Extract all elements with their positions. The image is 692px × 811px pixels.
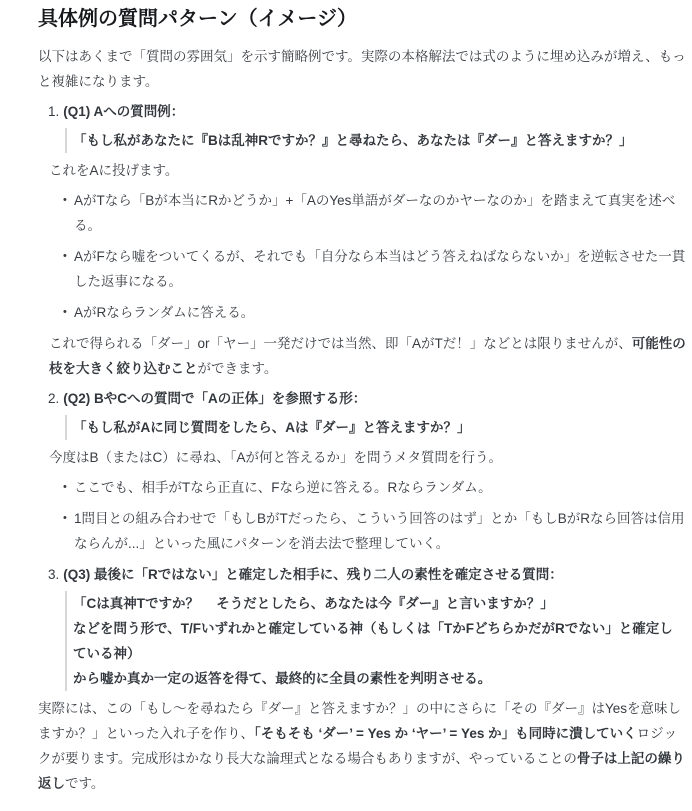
q1-bullet-2: AがFなら嘘をついてくるが、それでも「自分なら本当はどう答えねばならないか」を逆転させた一貫した返事になる。 — [74, 249, 686, 289]
q1-heading-line — [48, 99, 686, 124]
q1-result-paragraph — [49, 331, 686, 381]
q2-heading-line — [48, 386, 686, 411]
outro-mid: ロジックが要ります。完成形はかなり長大な論理式となる場合もありますが、やっていることの — [38, 726, 678, 766]
q3-quote — [65, 591, 686, 691]
q1-bullet-1: AがTなら「Bが本当にRかどうか」+「AのYes単語がダーなのかヤーなのか」を踏まえて真実を述べる。 — [74, 193, 676, 233]
list-marker-1: 1. — [48, 104, 60, 119]
bullet-icon: • — [63, 194, 67, 206]
q2-bullet-2: 1問目との組み合わせで「もしBがTだったら、こういう回答のはず」とか「もしBがRなら回答は信用ならんが...」といった風にパターンを消去法で整理していく。 — [74, 511, 685, 551]
q2-quote-text: 「もし私がAに同じ質問をしたら、Aは『ダー』と答えますか？」 — [73, 420, 471, 435]
bullet-icon: • — [63, 481, 67, 493]
page-title: 具体例の質問パターン（イメージ） — [38, 8, 357, 30]
intro-paragraph: 以下はあくまで「質問の雰囲気」を示す簡略例です。実際の本格解法では式のように埋め込みが増え、もっと複雑になります。 — [38, 49, 686, 89]
section-q1 — [38, 99, 686, 381]
q2-heading: (Q2) BやCへの質問で「Aの正体」を参照する形： — [63, 391, 367, 406]
q3-quote-line-2: などを問う形で、T/Fいずれかと確定している神（もしくは「TかFどちらかだがRでない」と確定している神） — [73, 621, 673, 661]
outro-pre: 実際には、この「もし～を尋ねたら『ダー』と答えますか？」の中にさらに「その『ダー』はYesを意味しますか？」といった入れ子を作り、 — [38, 701, 682, 741]
q3-quote-line-1: 「Cは真神Tですか？ そうだとしたら、あなたは今『ダー』と言いますか？」 — [73, 596, 554, 611]
q3-heading: (Q3) 最後に「Rではない」と確定した相手に、残り二人の素性を確定させる質問： — [63, 567, 563, 582]
q1-result-bold: 可能性の枝を大きく絞り込むこと — [49, 336, 686, 376]
list-item — [63, 188, 686, 238]
bullet-icon: • — [63, 512, 67, 524]
section-q3 — [38, 562, 686, 691]
outro-bold-logic: 「そもそも ‘ダー’ = Yes か ‘ヤー’ = Yes か」も同時に潰していく — [254, 726, 637, 741]
bullet-icon: • — [63, 306, 67, 318]
outro-bold-core: 骨子は上記の繰り返し — [38, 751, 685, 791]
q1-quote — [65, 128, 686, 153]
q2-bullet-1: ここでも、相手がTなら正直に、Fなら逆に答える。Rならランダム。 — [74, 480, 492, 495]
q1-heading: (Q1) Aへの質問例： — [63, 104, 185, 119]
list-item — [63, 300, 686, 325]
q2-meta-paragraph: 今度はB（またはC）に尋ね、「Aが何と答えるか」を問うメタ質問を行う。 — [49, 450, 503, 465]
q1-result-pre: これで得られる「ダー」or「ヤー」一発だけでは当然、即「AがTだ！」などとは限りませんが、 — [49, 336, 632, 351]
bullet-icon: • — [63, 250, 67, 262]
list-marker-3: 3. — [48, 567, 60, 582]
list-item — [63, 506, 686, 556]
q1-throw-paragraph: これをAに投げます。 — [49, 163, 179, 178]
q1-bullet-list — [38, 188, 686, 325]
closing-paragraph — [38, 696, 686, 796]
q1-quote-text: 「もし私があなたに『Bは乱神Rですか？』と尋ねたら、あなたは『ダー』と答えますか？」 — [73, 133, 633, 148]
section-q2 — [38, 386, 686, 556]
list-marker-2: 2. — [48, 391, 60, 406]
q1-bullet-3: AがRならランダムに答える。 — [74, 305, 255, 320]
list-item — [63, 244, 686, 294]
q3-quote-line-3: から嘘か真か一定の返答を得て、最終的に全員の素性を判明させる。 — [73, 671, 492, 686]
q1-result-post: ができます。 — [197, 361, 278, 376]
list-item — [63, 475, 686, 500]
q2-quote — [65, 415, 686, 440]
q2-bullet-list — [38, 475, 686, 556]
q3-heading-line — [48, 562, 686, 587]
outro-post: です。 — [65, 776, 105, 791]
